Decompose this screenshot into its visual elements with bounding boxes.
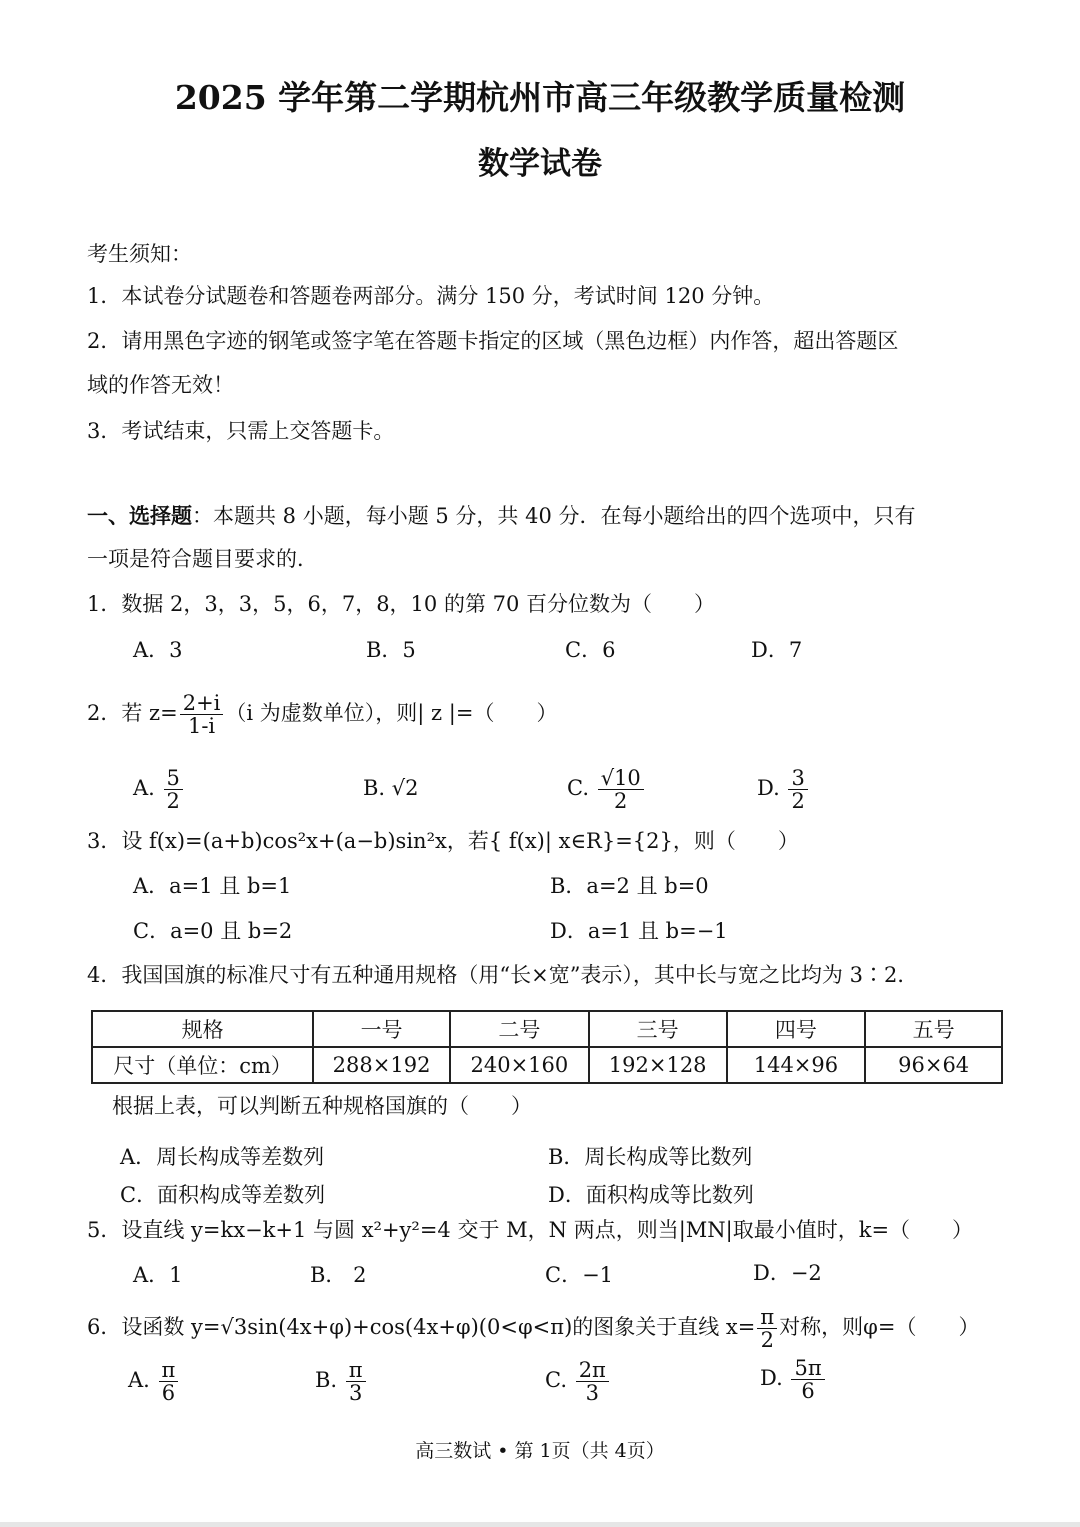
scan-edge: [0, 1522, 1080, 1527]
fraction: [346, 1359, 366, 1404]
q2-fraction: [180, 692, 224, 737]
numerator: √10: [598, 767, 644, 790]
table-cell: 192×128: [589, 1047, 727, 1083]
fraction: [598, 767, 644, 812]
q2-option-a: [133, 765, 185, 812]
table-cell: 288×192: [313, 1047, 450, 1083]
section-header: [87, 503, 916, 529]
table-header: 五号: [865, 1011, 1002, 1047]
option-label: C.: [567, 776, 589, 800]
fraction: [576, 1359, 609, 1404]
q5-option-b: B． 2: [310, 1263, 367, 1287]
denominator: 3: [349, 1381, 363, 1405]
table-cell: 144×96: [727, 1047, 866, 1083]
option-label: B.: [315, 1368, 338, 1392]
table-header: 一号: [313, 1011, 450, 1047]
q4-option-b: B．周长构成等比数列: [548, 1145, 753, 1169]
notice-heading: 考生须知：: [87, 242, 192, 266]
denominator: 3: [585, 1381, 599, 1405]
numerator: π: [159, 1359, 179, 1382]
q6-fraction: [757, 1306, 777, 1351]
fraction: [791, 1357, 824, 1402]
numerator: 2+i: [180, 692, 224, 715]
q5-option-c: C．−1: [545, 1263, 614, 1287]
table-row: [92, 1047, 1002, 1083]
denominator: 2: [760, 1328, 774, 1352]
q3-option-c: C．a=0 且 b=2: [133, 919, 293, 943]
denominator: 6: [801, 1379, 815, 1403]
q2-option-b: [363, 765, 419, 811]
numerator: 3: [788, 767, 807, 790]
notice-item: 3．考试结束，只需上交答题卡。: [87, 419, 395, 443]
q1-option-a: A．3: [133, 638, 183, 662]
q5-option-a: A．1: [133, 1263, 183, 1287]
q1-option-b: B．5: [366, 638, 416, 662]
q6-option-c: [545, 1357, 611, 1404]
exam-subtitle: 数学试卷: [478, 146, 602, 182]
option-label: B.: [363, 776, 386, 800]
question-3-stem: 3．设 f(x)=(a+b)cos²x+(a−b)sin²x，若{ f(x)| x∈R}={2}，则（ ）: [87, 829, 799, 853]
notice-item: 域的作答无效！: [87, 373, 234, 397]
numerator: 2π: [576, 1359, 609, 1382]
option-label: A.: [133, 776, 155, 800]
q4-option-d: D．面积构成等比数列: [548, 1183, 754, 1207]
denominator: 1-i: [187, 714, 216, 738]
q5-option-d: D．−2: [753, 1261, 822, 1285]
option-label: C.: [545, 1368, 567, 1392]
numerator: π: [757, 1306, 777, 1329]
notice-item: 1．本试卷分试题卷和答题卷两部分。满分 150 分，考试时间 120 分钟。: [87, 284, 775, 308]
numerator: 5π: [791, 1357, 824, 1380]
q6-post: 对称，则φ=（ ）: [779, 1315, 980, 1339]
table-cell: 240×160: [450, 1047, 589, 1083]
table-cell: 96×64: [865, 1047, 1002, 1083]
q3-option-d: D．a=1 且 b=−1: [550, 919, 728, 943]
fraction: [164, 767, 183, 812]
fraction: [788, 767, 807, 812]
denominator: 2: [166, 789, 180, 813]
numerator: π: [346, 1359, 366, 1382]
table-header: 四号: [727, 1011, 866, 1047]
table-header: 规格: [92, 1011, 313, 1047]
option-label: D.: [760, 1366, 783, 1390]
question-6-stem: [87, 1304, 980, 1351]
q6-option-d: [760, 1355, 827, 1402]
table-header-row: [92, 1011, 1002, 1047]
numerator: 5: [164, 767, 183, 790]
section-text: ：本题共 8 小题，每小题 5 分，共 40 分．在每小题给出的四个选项中，只有: [192, 504, 916, 528]
table-cell: 尺寸（单位：cm）: [92, 1047, 313, 1083]
q6-option-a: [128, 1357, 180, 1404]
q1-option-c: C．6: [565, 638, 616, 662]
q1-option-d: D．7: [751, 638, 803, 662]
question-4-stem: 4．我国国旗的标准尺寸有五种通用规格（用“长×宽”表示），其中长与宽之比均为 3∶2．: [87, 963, 919, 987]
denominator: 2: [614, 789, 628, 813]
q4-followup: 根据上表，可以判断五种规格国旗的（ ）: [112, 1094, 532, 1118]
q2-option-c: [567, 765, 646, 812]
q2-post: （i 为虚数单位），则| z |=（ ）: [225, 701, 558, 725]
denominator: 6: [161, 1381, 176, 1405]
table-header: 三号: [589, 1011, 727, 1047]
question-5-stem: 5．设直线 y=kx−k+1 与圆 x²+y²=4 交于 M，N 两点，则当|MN|取最小值时，k=（ ）: [87, 1218, 974, 1242]
fraction: [159, 1359, 179, 1404]
denominator: 2: [791, 789, 805, 813]
option-label: D.: [757, 776, 780, 800]
q6-pre: 6．设函数 y=√3sin(4x+φ)+cos(4x+φ)(0<φ<π)的图象关于直线 x=: [87, 1315, 756, 1339]
q4-option-c: C．面积构成等差数列: [120, 1183, 326, 1207]
table-header: 二号: [450, 1011, 589, 1047]
notice-item: 2．请用黑色字迹的钢笔或签字笔在答题卡指定的区域（黑色边框）内作答，超出答题区: [87, 329, 899, 353]
flag-size-table: [91, 1010, 1003, 1084]
q6-option-b: [315, 1357, 368, 1404]
option-value: √2: [391, 776, 419, 800]
q3-option-b: B．a=2 且 b=0: [550, 874, 709, 898]
question-2-stem: [87, 690, 557, 737]
q3-option-a: A．a=1 且 b=1: [133, 874, 292, 898]
q2-pre: 2．若 z=: [87, 701, 178, 725]
option-label: A.: [128, 1368, 150, 1392]
section-label: 一、选择题: [87, 503, 192, 528]
q4-option-a: A．周长构成等差数列: [120, 1145, 325, 1169]
page-footer: 高三数试 • 第 1页（共 4页）: [415, 1440, 665, 1462]
section-text-2: 一项是符合题目要求的．: [87, 547, 318, 571]
question-1-stem: 1．数据 2，3，3，5，6，7，8，10 的第 70 百分位数为（ ）: [87, 592, 716, 616]
q2-option-d: [757, 765, 810, 812]
exam-title: 2025 学年第二学期杭州市高三年级教学质量检测: [174, 78, 906, 117]
